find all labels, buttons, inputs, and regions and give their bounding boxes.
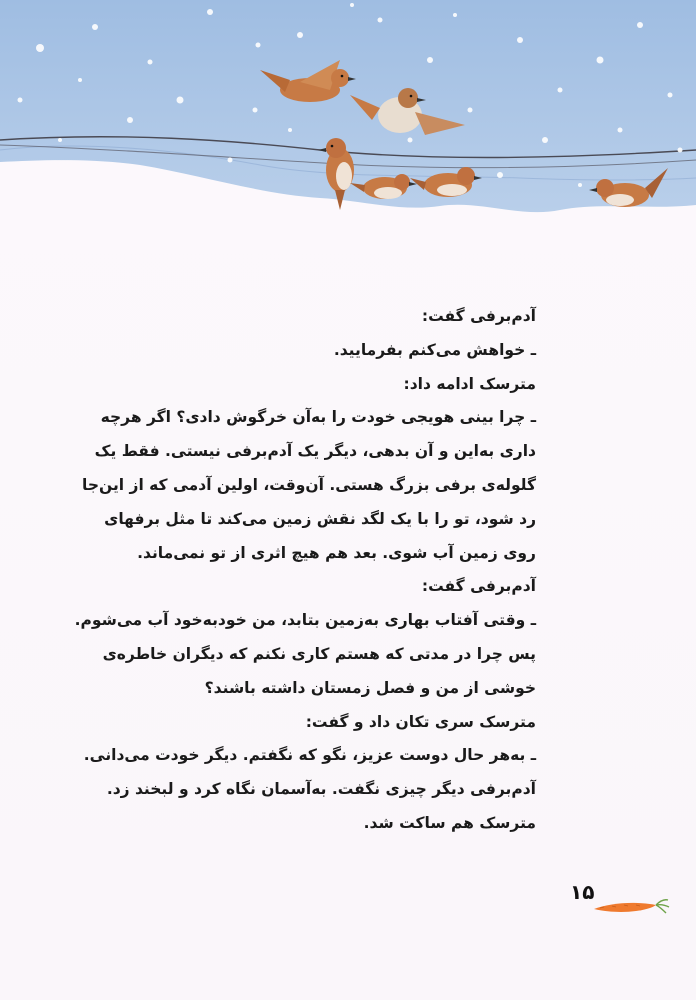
story-line: آدم‌برفی گفت:	[421, 307, 536, 325]
page-number: ۱۵	[570, 880, 595, 904]
story-line: ـ چرا بینی هویجی خودت را به‌آن خرگوش دادی؟ اگر هرچه	[100, 408, 536, 427]
story-line: پس چرا در مدتی که هستم کاری نکنم که دیگران خاطره‌ی	[102, 644, 536, 663]
story-line: مترسک سری تکان داد و گفت:	[305, 712, 536, 731]
story-line: مترسک هم ساکت شد.	[363, 813, 536, 832]
story-line: ـ وقتی آفتاب بهاری به‌زمین بتابد، من خودبه‌خود آب می‌شوم.	[74, 611, 536, 630]
story-line: داری به‌این و آن بدهی، دیگر یک آدم‌برفی نیستی. فقط یک	[94, 442, 536, 461]
birds-on-wire-illustration	[0, 0, 696, 240]
carrot-icon	[590, 893, 670, 923]
story-line: ـ به‌هر حال دوست عزیز، نگو که نگفتم. دیگر خودت می‌دانی.	[83, 746, 536, 765]
story-line: رد شود، تو را با یک لگد نقش زمین می‌کند تا مثل برفهای	[104, 509, 536, 528]
story-line: روی زمین آب شوی. بعد هم هیچ اثری از تو نمی‌ماند.	[137, 543, 536, 562]
story-text	[74, 300, 536, 841]
story-line: ـ خواهش می‌کنم بفرمایید.	[333, 340, 536, 359]
story-line: آدم‌برفی دیگر چیزی نگفت. به‌آسمان نگاه کرد و لبخند زد.	[106, 780, 536, 799]
story-line: گلوله‌ی برفی بزرگ هستی. آن‌وقت، اولین آدمی که از این‌جا	[82, 475, 536, 494]
story-line: خوشی از من و فصل زمستان داشته باشند؟	[204, 678, 536, 697]
story-line: آدم‌برفی گفت:	[421, 577, 536, 596]
story-line: مترسک ادامه داد:	[403, 374, 536, 393]
